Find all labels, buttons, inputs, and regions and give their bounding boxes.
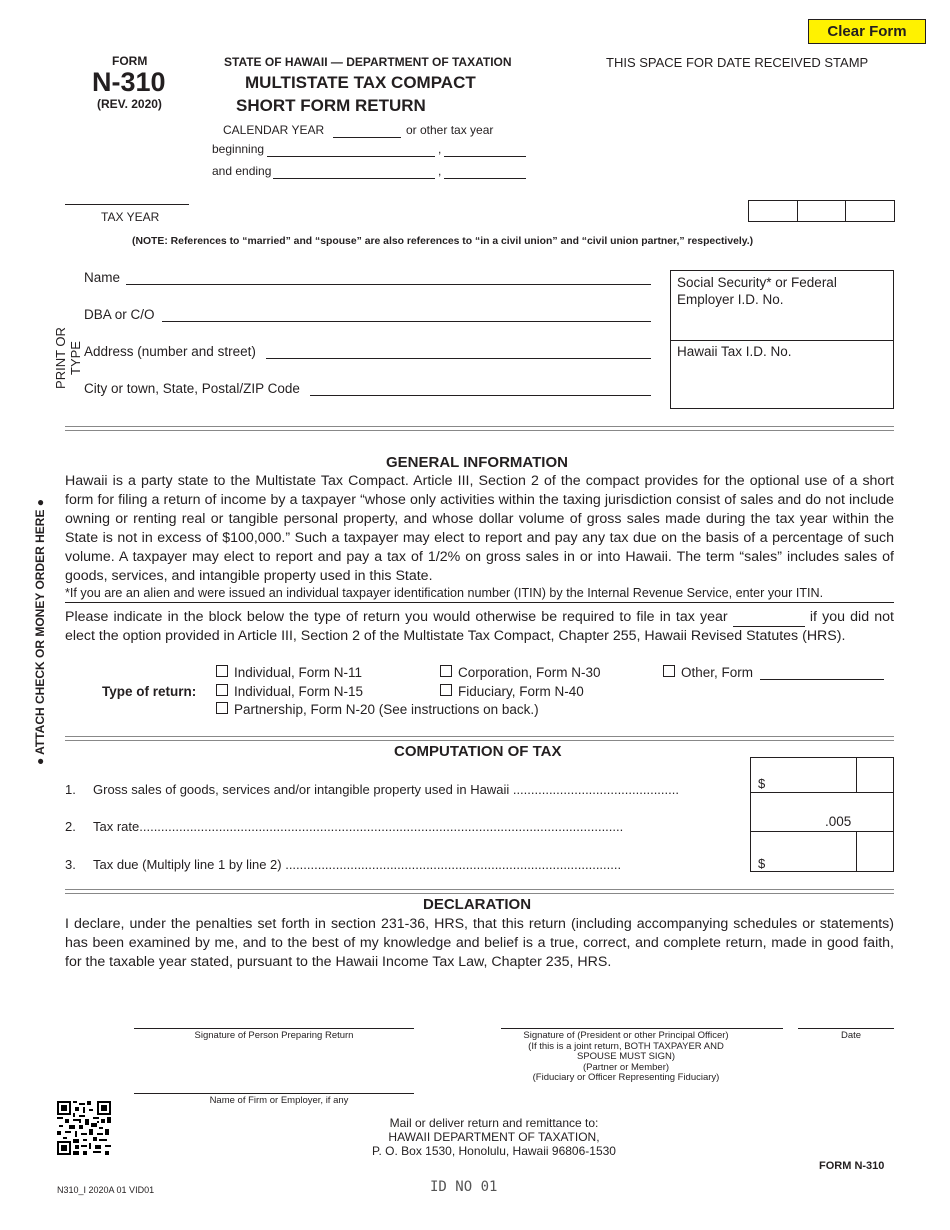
itin-note: *If you are an alien and were issued an individual taxpayer identification number (ITIN) by the Internal Revenue Service, enter your ITIN. <box>65 586 824 600</box>
checkbox-form-n40[interactable] <box>440 684 452 696</box>
mailing-address <box>344 1116 644 1158</box>
line-text: Gross sales of goods, services and/or intangible property used in Hawaii <box>93 782 510 797</box>
line-text: Tax rate <box>93 819 140 834</box>
option-other-form: Other, Form <box>681 665 754 680</box>
checkbox-other-form[interactable] <box>663 665 675 677</box>
tax-year-other-field[interactable] <box>733 612 805 627</box>
form-title-line2: SHORT FORM RETURN <box>236 96 426 115</box>
checkbox-form-n30[interactable] <box>440 665 452 677</box>
beginning-date-field[interactable] <box>267 142 435 157</box>
beginning-label: beginning <box>212 142 265 156</box>
dba-label: DBA or C/O <box>84 307 155 322</box>
caption-line: (Fiduciary or Officer Representing Fiduciary) <box>532 1072 720 1083</box>
qr-code-icon <box>57 1101 111 1155</box>
instructions-part2: if you did not elect the option provided in Article III, Section 2 of the Multistate Tax Compact, Chapter 255, Hawaii Revised Statutes (HRS). <box>65 609 894 644</box>
general-information-text: Hawaii is a party state to the Multistate Tax Compact. Article III, Section 2 of the compact provides for the optional use of a short form for filing a return of income by a taxpayer “whose only activities within the taxing jurisdiction consist of sales and do not include owning or renting real or tangible personal property, and whose dollar volume of gross sales made during the tax year within the State is not in excess of $100,000.” Such a taxpayer may elect to report and pay any tax due on the basis of a percentage of such volume. A taxpayer may elect to report and pay a tax of 1/2% on gross sales in or into Hawaii. The term “sales” includes sales of goods, services, and intangible property used in this State. <box>65 473 894 584</box>
caption-line: Signature of (President or other Principal Officer) <box>523 1030 729 1041</box>
code-box-1[interactable] <box>748 200 799 222</box>
option-form-n30: Corporation, Form N-30 <box>458 665 601 680</box>
tax-year-label: TAX YEAR <box>101 210 160 224</box>
checkbox-form-n11[interactable] <box>216 665 228 677</box>
preparer-signature-caption: Signature of Person Preparing Return <box>194 1030 354 1041</box>
ending-date-field[interactable] <box>273 164 435 179</box>
footer-form-label: FORM N-310 <box>819 1160 885 1172</box>
divider <box>65 602 894 603</box>
option-form-n11: Individual, Form N-11 <box>234 665 363 680</box>
firm-name-line[interactable] <box>134 1093 414 1094</box>
form-number: N-310 <box>92 67 166 97</box>
name-field[interactable] <box>126 270 651 285</box>
other-tax-year-label: or other tax year <box>406 123 494 137</box>
row-divider <box>750 792 894 793</box>
section-divider <box>65 889 894 894</box>
footer-id-number: ID NO 01 <box>430 1179 498 1195</box>
dba-field[interactable] <box>162 307 651 322</box>
row-divider <box>750 831 894 832</box>
form-title-line1: MULTISTATE TAX COMPACT <box>245 73 476 92</box>
ssn-label: Social Security* or Federal Employer I.D. No. <box>677 275 837 307</box>
firm-name-caption: Name of Firm or Employer, if any <box>209 1095 349 1106</box>
return-type-instructions <box>65 608 894 646</box>
department-name: STATE OF HAWAII — DEPARTMENT OF TAXATION <box>224 55 512 69</box>
date-line[interactable] <box>798 1028 894 1029</box>
tax-due-amount-field[interactable] <box>772 854 852 868</box>
instructions-part1: Please indicate in the block below the type of return you would otherwise be required to file in tax year <box>65 609 728 625</box>
cents-divider <box>856 757 857 793</box>
computation-line-3 <box>65 857 621 872</box>
other-form-field[interactable] <box>760 665 884 680</box>
city-label: City or town, State, Postal/ZIP Code <box>84 381 300 396</box>
ending-year-field[interactable] <box>444 164 526 179</box>
type-of-return-label: Type of return: <box>102 684 197 699</box>
name-label: Name <box>84 270 121 285</box>
date-caption: Date <box>840 1030 862 1041</box>
form-label: FORM <box>112 54 148 68</box>
print-or-type-label: PRINT OR TYPE <box>53 327 83 389</box>
hawaii-tax-id-label: Hawaii Tax I.D. No. <box>677 344 792 359</box>
declaration-text: I declare, under the penalties set forth in section 231-36, HRS, that this return (including accompanying schedules or statements) has been examined by me, and to the best of my knowledge and belief is a true, correct, and complete return, made in good faith, for the taxable year stated, pursuant to the Hawaii Income Tax Law, Chapter 235, HRS. <box>65 916 894 970</box>
comma-separator: , <box>438 142 442 156</box>
civil-union-note: (NOTE: References to “married” and “spouse” are also references to “in a civil union” and “civil union partner,” respectively.) <box>132 236 754 247</box>
and-ending-label: and ending <box>212 164 272 178</box>
checkbox-form-n15[interactable] <box>216 684 228 696</box>
tax-rate-value: .005 <box>825 814 852 829</box>
option-form-n20: Partnership, Form N-20 (See instructions on back.) <box>234 702 539 717</box>
declaration-heading: DECLARATION <box>423 896 532 913</box>
preparer-signature-line[interactable] <box>134 1028 414 1029</box>
calendar-year-field[interactable] <box>333 123 401 138</box>
line-number: 2. <box>65 819 76 834</box>
city-state-zip-field[interactable] <box>310 381 651 396</box>
option-form-n40: Fiduciary, Form N-40 <box>458 684 584 699</box>
code-box-2[interactable] <box>797 200 847 222</box>
dot-leader: ...................................................................................................................................... <box>139 819 624 834</box>
caption-line: SPOUSE MUST SIGN) <box>576 1051 675 1062</box>
footer-code: N310_I 2020A 01 VID01 <box>57 1185 155 1195</box>
section-divider <box>65 736 894 741</box>
comma-separator: , <box>438 164 442 178</box>
caption-line: (Partner or Member) <box>582 1061 670 1073</box>
dollar-sign: $ <box>758 856 766 871</box>
dollar-sign: $ <box>758 776 766 791</box>
attach-check-label: ● ATTACH CHECK OR MONEY ORDER HERE ● <box>33 498 47 766</box>
hawaii-tax-id-box[interactable] <box>670 340 894 409</box>
form-revision: (REV. 2020) <box>97 97 162 111</box>
checkbox-form-n20[interactable] <box>216 702 228 714</box>
mail-line: P. O. Box 1530, Honolulu, Hawaii 96806-1530 <box>372 1144 616 1158</box>
officer-signature-line[interactable] <box>501 1028 783 1029</box>
officer-signature-caption <box>501 1031 751 1084</box>
address-label: Address (number and street) <box>84 344 256 359</box>
line-number: 1. <box>65 782 76 797</box>
computation-heading: COMPUTATION OF TAX <box>394 743 562 760</box>
general-information-heading: GENERAL INFORMATION <box>386 454 568 471</box>
line-number: 3. <box>65 857 76 872</box>
beginning-year-field[interactable] <box>444 142 526 157</box>
computation-line-1 <box>65 782 679 797</box>
dot-leader: ............................................................................................. <box>281 857 622 872</box>
mail-line: Mail or deliver return and remittance to: <box>389 1116 599 1130</box>
dot-leader: .............................................. <box>509 782 679 797</box>
line-text: Tax due (Multiply line 1 by line 2) <box>93 857 282 872</box>
tax-year-field[interactable] <box>65 190 189 205</box>
date-received-stamp-label: THIS SPACE FOR DATE RECEIVED STAMP <box>606 55 869 70</box>
cents-divider <box>856 831 857 872</box>
section-divider <box>65 426 894 431</box>
clear-form-button[interactable]: Clear Form <box>808 19 926 44</box>
address-field[interactable] <box>266 344 651 359</box>
gross-sales-amount-field[interactable] <box>772 774 852 788</box>
mail-line: HAWAII DEPARTMENT OF TAXATION, <box>388 1130 600 1144</box>
caption-line: (If this is a joint return, BOTH TAXPAYER AND <box>528 1040 724 1052</box>
calendar-year-label: CALENDAR YEAR <box>223 123 325 137</box>
ssn-box[interactable] <box>670 270 894 341</box>
option-form-n15: Individual, Form N-15 <box>234 684 364 699</box>
code-box-3[interactable] <box>845 200 895 222</box>
computation-line-2 <box>65 819 623 834</box>
